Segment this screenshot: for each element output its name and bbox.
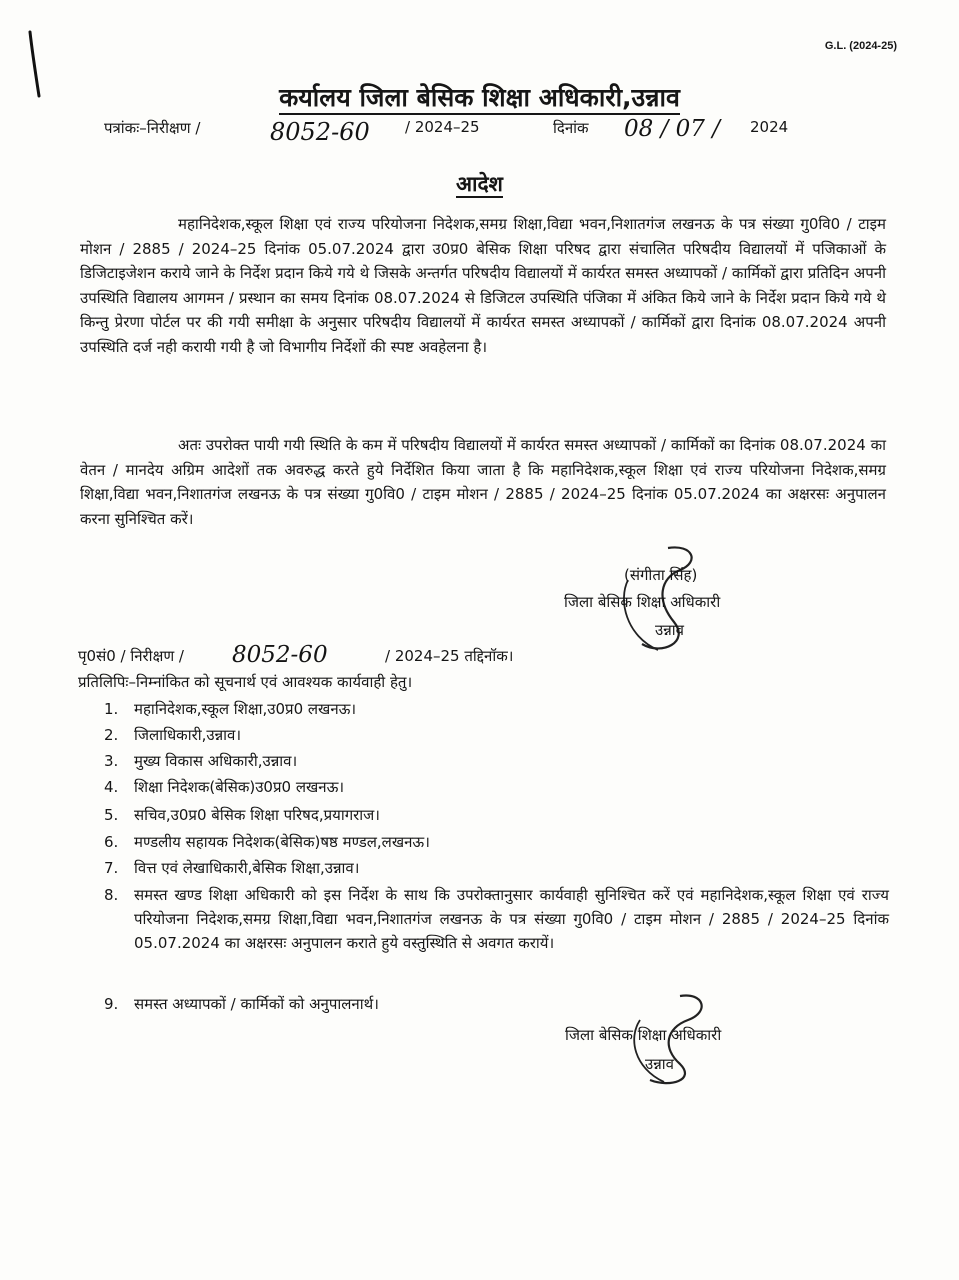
office-title (0, 80, 959, 114)
copy-item-number: 2. (104, 726, 119, 744)
copy-item-text: समस्त खण्ड शिक्षा अधिकारी को इस निर्देश के साथ कि उपरोक्तानुसार कार्यवाही सुनिश्चित करें एवं महानिदेशक,स्कूल शिक्षा एवं राज्य परियोजना निदेशक,समग्र शिक्षा,विद्या भवन,निशातगंज लखनऊ के पत्र संख्या गु0वि0 / टाइम मोशन / 2885 / 2024–25 दिनांक 05.07.2024 का अक्षरसः अनुपालन कराते हुये वस्तुस्थिति से अवगत करायें। (134, 886, 889, 952)
copy-item-text: सचिव,उ0प्र0 बेसिक शिक्षा परिषद,प्रयागराज। (134, 806, 380, 824)
copy-item-number: 9. (104, 995, 119, 1013)
date-year: 2024 (750, 118, 789, 136)
copy-item-number: 4. (104, 778, 119, 796)
copy-item-text: जिलाधिकारी,उन्नाव। (134, 726, 242, 744)
copy-item-text: महानिदेशक,स्कूल शिक्षा,उ0प्र0 लखनऊ। (134, 700, 357, 718)
copy-list-item (104, 749, 894, 773)
order-title (0, 170, 959, 198)
signatory-2-place: उन्नाव (645, 1055, 674, 1073)
copy-item-number: 3. (104, 752, 119, 770)
order-paragraph-1: महानिदेशक,स्कूल शिक्षा एवं राज्य परियोजना निदेशक,समग्र शिक्षा,विद्या भवन,निशातगंज लखनऊ के पत्र संख्या गु0वि0 / टाइम मोशन / 2885 / 2024–25 दिनांक 05.07.2024 द्वारा उ0प्र0 बेसिक शिक्षा परिषद द्वारा संचालित परिषदीय विद्यालयों में पजिकाओं के डिजिटाइजेशन कराये जाने के निर्देश प्रदान किये गये थे जिसके अन्तर्गत परिषदीय विद्यालयों में कार्यरत समस्त अध्यापकों / कार्मिकों द्वारा प्रतिदिन अपनी उपस्थिति विद्यालय आगमन / प्रस्थान का समय दिनांक 08.07.2024 से डिजिटल उपस्थिति पंजिका में अंकित किये जाने के निर्देश प्रदान किये गये थे किन्तु प्रेरणा पोर्टल पर की गयी समीक्षा के अनुसार परिषदीय विद्यालयों में कार्यरत समस्त अध्यापकों / कार्मिकों द्वारा दिनांक 08.07.2024 अपनी उपस्थिति दर्ज नही करायी गयी है जो विभागीय निर्देशों की स्पष्ट अवहेलना है। (80, 215, 886, 356)
copy-item-text: शिक्षा निदेशक(बेसिक)उ0प्र0 लखनऊ। (134, 778, 345, 796)
copy-item-text: मुख्य विकास अधिकारी,उन्नाव। (134, 752, 298, 770)
signatory-designation: जिला बेसिक शिक्षा अधिकारी (564, 593, 721, 611)
copy-ref-number-handwritten: 8052-60 (232, 642, 328, 668)
order-title-text: आदेश (456, 172, 503, 196)
copy-list-item (104, 775, 894, 799)
copy-list-item (104, 830, 894, 854)
copy-list-item (104, 697, 894, 721)
office-title-text: कर्यालय जिला बेसिक शिक्षा अधिकारी,उन्नाव (279, 83, 680, 115)
copy-item-text: मण्डलीय सहायक निदेशक(बेसिक)षष्ठ मण्डल,लखनऊ। (134, 833, 430, 851)
copy-list-item (104, 856, 894, 880)
date-label: दिनांक (553, 119, 589, 137)
copy-item-number: 6. (104, 833, 119, 851)
copy-heading: प्रतिलिपिः–निम्नांकित को सूचनार्थ एवं आवश्यक कार्यवाही हेतु। (78, 673, 413, 691)
ref-number-handwritten: 8052-60 (270, 118, 370, 146)
form-code: G.L. (2024-25) (824, 40, 897, 52)
date-handwritten: 08 / 07 / (624, 116, 720, 142)
ref-prefix: पत्रांकः–निरीक्षण / (104, 119, 201, 137)
signatory-place: उन्नाव (655, 621, 684, 639)
copy-list-item (104, 883, 889, 987)
copy-item-number: 7. (104, 859, 119, 877)
signatory-name: (संगीता सिंह) (624, 566, 698, 584)
copy-item-number: 8. (104, 886, 119, 904)
copy-list-item (104, 723, 894, 747)
copy-ref-prefix: पृ0सं0 / निरीक्षण / (78, 647, 184, 665)
copy-item-text: वित्त एवं लेखाधिकारी,बेसिक शिक्षा,उन्नाव। (134, 859, 360, 877)
copy-item-number: 5. (104, 806, 119, 824)
copy-ref-suffix: / 2024–25 तद्दिनॉक। (385, 647, 514, 665)
copy-item-text: समस्त अध्यापकों / कार्मिकों को अनुपालनार्थ। (134, 995, 379, 1013)
ref-year: / 2024–25 (405, 118, 480, 136)
copy-item-number: 1. (104, 700, 119, 718)
copy-list-item (104, 992, 894, 1016)
copy-list-item (104, 803, 894, 827)
order-paragraph-2: अतः उपरोक्त पायी गयी स्थिति के कम में परिषदीय विद्यालयों में कार्यरत समस्त अध्यापकों / कार्मिकों का दिनांक 08.07.2024 का वेतन / मानदेय अग्रिम आदेशों तक अवरुद्ध करते हुये निर्देशित किया जाता है कि महानिदेशक,स्कूल शिक्षा एवं राज्य परियोजना निदेशक,समग्र शिक्षा,विद्या भवन,निशातगंज लखनऊ के पत्र संख्या गु0वि0 / टाइम मोशन / 2885 / 2024–25 दिनांक 05.07.2024 का अक्षरसः अनुपालन करना सुनिश्चित करें। (80, 436, 886, 528)
signatory-2-designation: जिला बेसिक शिक्षा अधिकारी (565, 1026, 722, 1044)
